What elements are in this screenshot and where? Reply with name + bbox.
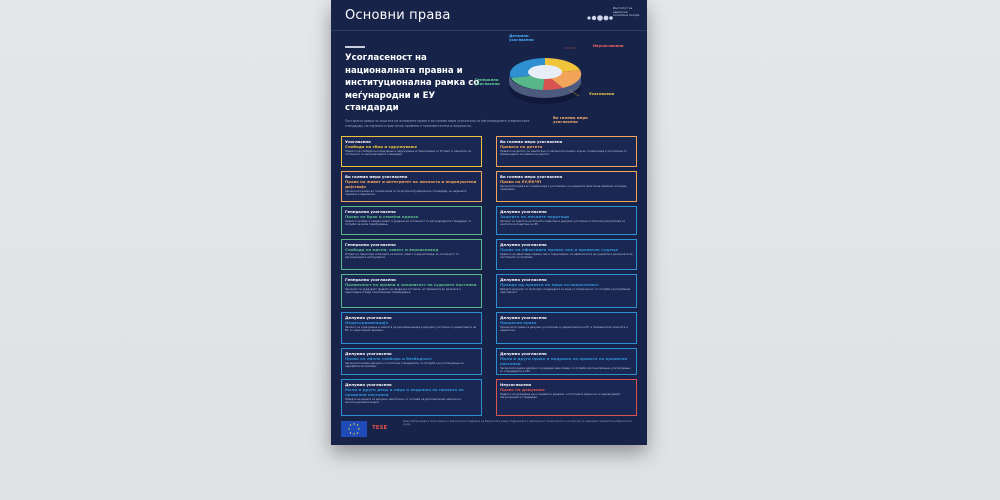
card-status: Усогласено — [345, 139, 371, 144]
rights-card — [341, 239, 482, 270]
card-text: Законот за заштита на личните податоци е делумно усогласен со Општата регулатива за заштита на податоци на ЕУ. — [500, 220, 625, 227]
poster-title: Основни права — [345, 8, 451, 23]
card-topic: Правда од правата на лица со попреченост — [500, 282, 599, 287]
rights-card — [496, 274, 637, 308]
card-status: Во голема мера усогласено — [500, 139, 563, 144]
card-status: Генерално усогласено — [345, 277, 396, 282]
card-text: Законската рамка делумно ги уредува овие права, со потреба од понатамошно усогласување со стандардите на ЕУ. — [500, 367, 631, 374]
card-topic: Право на домување — [500, 387, 545, 392]
card-topic: Процесни права — [500, 320, 537, 325]
card-text: Законите ги уредуваат правата на правична постапка, но примената во праксата е недоследна и бара понатамошни подобрувања. — [345, 288, 461, 295]
card-status: Неусогласено — [500, 382, 532, 387]
card-status: Делумно усогласено — [500, 242, 547, 247]
card-status: Во голема мера усогласено — [500, 174, 563, 179]
card-topic: Недискриминација — [345, 320, 389, 325]
card-status: Делумно усогласено — [500, 351, 547, 356]
card-topic: Право на брак и семејни односи — [345, 214, 419, 219]
card-status: Делумно усогласено — [345, 351, 392, 356]
footer-note: Оваа публикација е подготвена со финансиска поддршка од Европската унија. Содржината е одговорност на авторите и не мора да ги одразува ставовите на Европската унија. — [403, 420, 632, 427]
legend-usoglaseno: Усогласено — [589, 91, 615, 96]
legend-generalno: Генерално усогласено — [475, 77, 500, 87]
card-text: Уставот ја гарантира слободата на мисла, совест и вероисповед, во согласност со меѓународните инструменти. — [345, 253, 459, 260]
card-topic: Право на ефективен правен лек и правично судење — [500, 247, 619, 252]
rights-card — [496, 206, 637, 235]
legend-nausoglaseno: Неусогласено — [593, 43, 624, 48]
rights-card — [496, 136, 637, 167]
card-topic: Мали и други права и подршка на правата на правилни постапки — [500, 356, 628, 366]
footer — [341, 418, 637, 440]
card-topic: Правата на детето — [500, 144, 543, 149]
card-text: Законската рамка делумно ги почитува стандардите, со потреба од усогласување на одредбите за притвор. — [345, 362, 464, 369]
legend-delumno: Делумно усогласено — [509, 33, 534, 43]
card-topic: Правичност на правни и законитост на судските постапки — [345, 282, 477, 287]
poster-subtitle: Усогласеност на националната правна и институционална рамка со меѓународни и ЕУ стандарди — [345, 53, 480, 114]
card-topic: Мали и други деца и лица и подршка на правата на правилни постапки — [345, 387, 464, 397]
card-topic: Право на живот и интегритет на личноста и недопуштени дејствија — [345, 179, 477, 189]
rights-card — [496, 312, 637, 344]
card-text: Законската рамка во голема мера е усогласена, но нејзината практична примена останува предизвик. — [500, 185, 627, 192]
card-status: Генерално усогласено — [345, 209, 396, 214]
card-topic: Право на лична слобода и безбедност — [345, 356, 433, 361]
card-topic: Заштита на личните податоци — [500, 214, 569, 219]
card-text: Правото на брак и семеен живот е уредено во согласност со меѓународните стандарди, со потреба од мали подобрувања. — [345, 220, 472, 227]
card-topic: Слобода на збор и здружување — [345, 144, 418, 149]
rights-card — [341, 312, 482, 344]
rights-card — [496, 239, 637, 270]
institute-logo-text: Институт за европска политика Скопје — [613, 6, 640, 18]
rights-card — [341, 379, 482, 416]
card-status: Делумно усогласено — [500, 209, 547, 214]
card-status: Генерално усогласено — [345, 242, 396, 247]
card-text: Процесните права се делумно усогласени со директивите на ЕУ, а примената во праксата е нецелосна. — [500, 326, 628, 333]
card-text: Рамката делумно ги почитува стандардите за лица со попреченост, со потреба од подобрена пристапност. — [500, 288, 631, 295]
legend-golema-mera: Во голема мера усогласено — [553, 115, 588, 125]
card-status: Во голема мера усогласено — [345, 174, 408, 179]
poster — [331, 0, 647, 445]
card-status: Делумно усогласено — [500, 277, 547, 282]
rights-card — [341, 171, 482, 202]
card-text: Правото на домување не е соодветно уредено, а постојните мерки не ги задоволуваат меѓународните стандарди. — [500, 393, 621, 400]
rights-card — [341, 136, 482, 167]
accent-bar — [345, 46, 365, 48]
card-text: Законот за спречување и заштита од дискриминација е делумно усогласен со директивите на ЕУ, со недоследна примена. — [345, 326, 477, 333]
card-topic: Право на ЕУ/ЕКЧП — [500, 179, 542, 184]
rights-card — [496, 171, 637, 202]
card-status: Делумно усогласено — [345, 382, 392, 387]
rights-card — [341, 348, 482, 375]
card-text: Правото на ефективен правен лек е гарантирано, но ефикасноста на судовите и должината на постапките се проблем. — [500, 253, 633, 260]
card-status: Делумно усогласено — [345, 315, 392, 320]
card-text: Законската рамка во голема мера ги почитува меѓународните стандарди, но нејзината примена е нецелосна. — [345, 190, 467, 197]
card-text: Правата на децата се делумно заштитени, со потреба од дополнителни законски и институционални мерки. — [345, 398, 461, 405]
rights-card — [496, 348, 637, 375]
intro-note: Постојната рамка за заштита на основните права е во голема мера усогласена со меѓународните и европските стандарди, но нејзината практична примена е неконзистентна и нецелосна. — [345, 119, 530, 128]
rights-card — [341, 206, 482, 235]
card-text: Правото на слобода на изразување и здружување е гарантирано со Уставот и законите, во согласност со меѓународните стандарди. — [345, 150, 472, 157]
card-topic: Слобода на мисла, совест и вероисповед — [345, 247, 439, 252]
partner-logo: ТЕЅЕ — [372, 425, 388, 431]
rights-card — [496, 379, 637, 416]
card-text: Правата на детето се заштитени со законската рамка, која во голема мера е усогласена со Конвенцијата за правата на детето. — [500, 150, 627, 157]
eu-flag-icon — [341, 421, 367, 437]
card-status: Делумно усогласено — [500, 315, 547, 320]
rights-card — [341, 274, 482, 308]
